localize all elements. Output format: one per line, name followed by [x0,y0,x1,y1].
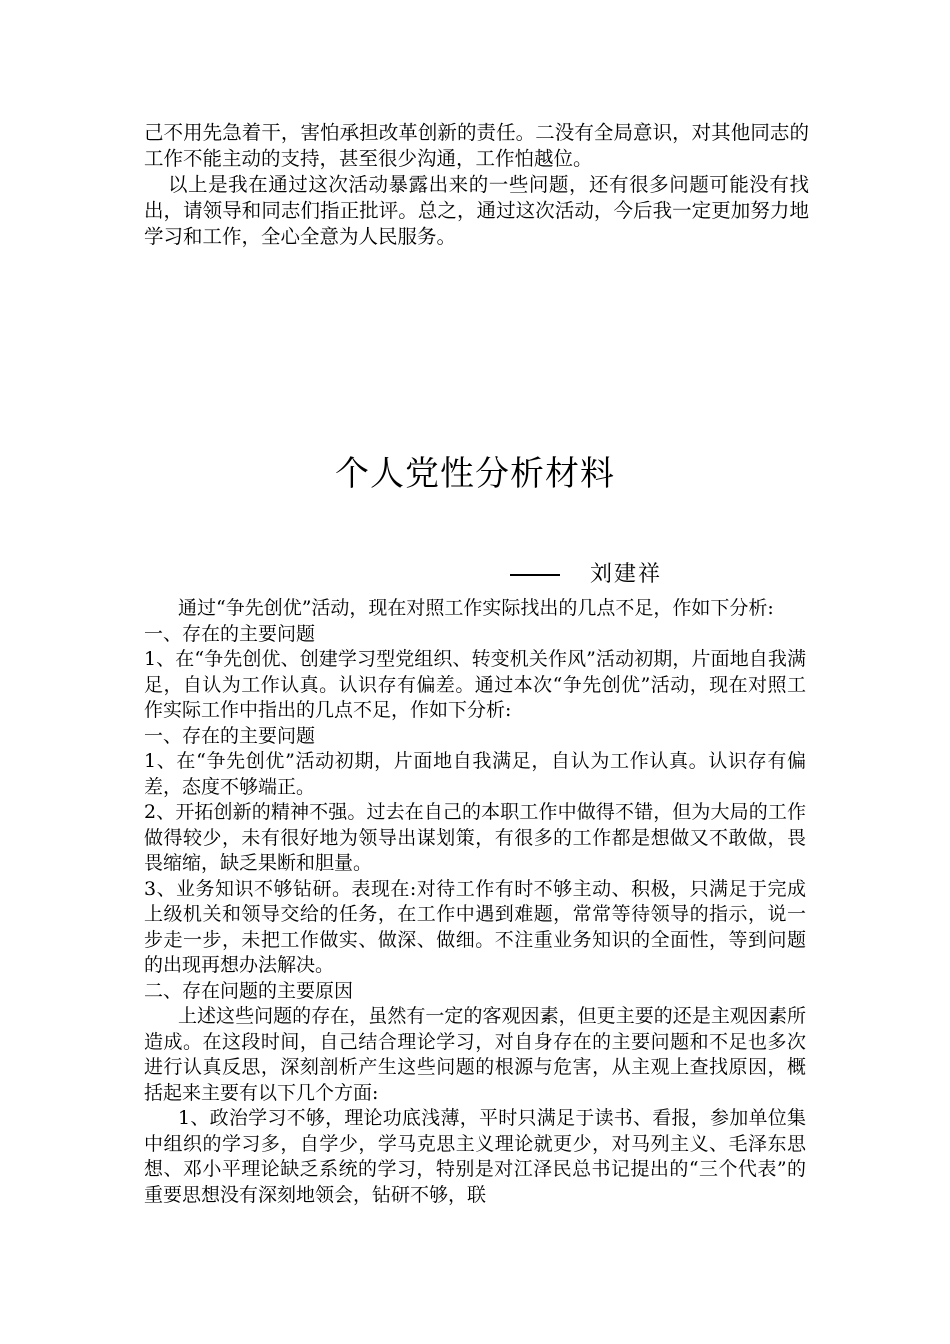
reason-intro-paragraph: 上述这些问题的存在，虽然有一定的客观因素，但更主要的还是主观因素所造成。在这段时间，自己结合理论学习，对自身存在的主要问题和不足也多次进行认真反思，深刻剖析产生这些问题的根源与危害，从主观上查找原因，概括起来主要有以下几个方面: [144,1005,806,1104]
section-heading-1a: 一、存在的主要问题 [144,622,316,645]
section-heading-1b: 一、存在的主要问题 [144,724,316,747]
list-item-3: 3、业务知识不够钻研。表现在:对待工作有时不够主动、积极，只满足于完成上级机关和领导交给的任务，在工作中遇到难题，常常等待领导的指示，说一步走一步，未把工作做实、做深、做细。不注重业务知识的全面性，等到问题的出现再想办法解决。 [144,877,806,976]
document-title: 个人党性分析材料 [335,454,615,494]
continuation-paragraph-1: 己不用先急着干，害怕承担改革创新的责任。二没有全局意识，对其他同志的工作不能主动的支持，甚至很少沟通，工作怕越位。 [144,121,809,170]
list-item-1b: 1、在“争先创优”活动初期，片面地自我满足，自认为工作认真。认识存有偏差，态度不够端正。 [144,750,806,798]
author-name: 刘建祥 [590,562,663,587]
author-line [510,560,662,590]
list-item-2: 2、开拓创新的精神不强。过去在自己的本职工作中做得不错，但为大局的工作做得较少，未有很好地为领导出谋划策，有很多的工作都是想做又不敢做，畏畏缩缩，缺乏果断和胆量。 [144,801,806,874]
section-heading-2: 二、存在问题的主要原因 [144,979,354,1002]
author-dash [510,574,560,576]
reason-item-1: 1、政治学习不够，理论功底浅薄，平时只满足于读书、看报，参加单位集中组织的学习多，自学少，学马克思主义理论就更少，对马列主义、毛泽东思想、邓小平理论缺乏系统的学习，特别是对江泽民总书记提出的“三个代表”的重要思想没有深刻地领会，钻研不够，联 [144,1107,806,1206]
continuation-block [144,120,809,250]
list-item-1a: 1、在“争先创优、创建学习型党组织、转变机关作风”活动初期，片面地自我满足，自认为工作认真。认识存有偏差。通过本次“争先创优”活动，现在对照工作实际工作中指出的几点不足，作如下分析: [144,648,806,721]
continuation-paragraph-2: 以上是我在通过这次活动暴露出来的一些问题，还有很多问题可能没有找出，请领导和同志们指正批评。总之，通过这次活动，今后我一定更加努力地学习和工作，全心全意为人民服务。 [144,173,809,248]
body-text [144,596,806,1208]
intro-paragraph: 通过“争先创优”活动，现在对照工作实际找出的几点不足，作如下分析: [178,597,774,619]
